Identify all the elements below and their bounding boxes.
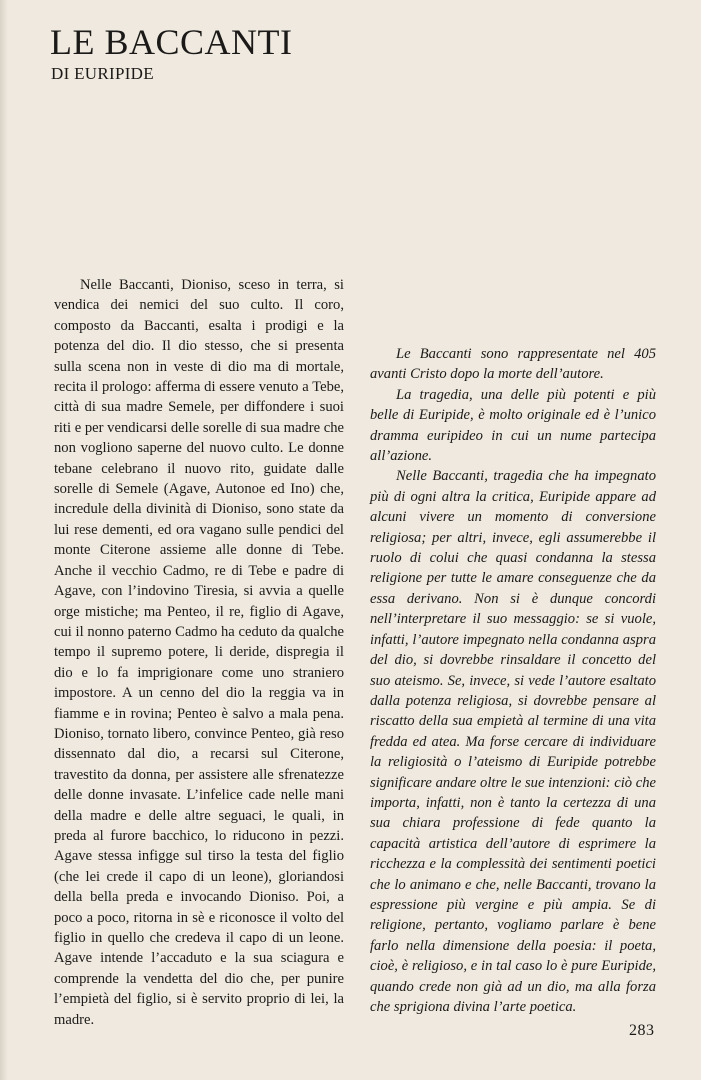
- page-number: 283: [629, 1022, 655, 1039]
- page-subtitle: DI EURIPIDE: [51, 64, 154, 83]
- commentary-paragraph-2: La tragedia, una delle più potenti e più belle di Euripide, è molto originale ed è l’unico dramma euripideo in cui un nume partecipa all’azione.: [370, 386, 656, 465]
- commentary-paragraph-3: Nelle Baccanti, tragedia che ha impegnato più di ogni altra la critica, Euripide appare ad alcuni vivere un momento di conversione religiosa; per altri, invece, egli assumerebbe il ruolo di colui che quasi condanna la stessa religione per tutte le amare conseguenze che da essa derivano. Non si è dunque concordi nell’interpretare il suo messaggio: se si vuole, infatti, l’autore impegnato nella condanna aspra del dio, si dovrebbe rinsaldare il concetto del suo ateismo. Se, invece, si vede l’autore esaltato dalla potenza religiosa, si dovrebbe pensare al riscatto della sua empietà al termine di una vita fredda ed atea. Ma forse cercare di individuare la religiosità o l’ateismo di Euripide potrebbe significare andare oltre le sue intenzioni: ciò che importa, infatti, non è tanto la certezza di una sua chiara professione di fede quanto la capacità artistica dell’autore di esprimere la ricchezza e la complessità dei sentimenti poetici che lo animano e che, nelle Baccanti, trovano la espressione più vergine e più ampia. Se di religione, pertanto, vogliamo parlare è bene farlo nella dimensione della poesia: il poeta, cioè, è religioso, e in tal caso lo è pure Euripide, quando crede non già ad un dio, ma alla forza che sprigiona divina l’arte poetica.: [370, 468, 656, 1015]
- summary-paragraph: Nelle Baccanti, Dioniso, sceso in terra, si vendica dei nemici del suo culto. Il coro, composto da Baccanti, esalta i prodigi e la potenza del dio. Il dio stesso, che si presenta sulla scena non in veste di dio ma di mortale, recita il prologo: afferma di essere venuto a Tebe, città di sua madre Semele, per diffondere i suoi riti e per vendicarsi delle sorelle di sua madre che non vogliono saperne del nuovo culto. Le donne tebane celebrano il nuovo rito, guidate dalle sorelle di Semele (Agave, Autonoe ed Ino) che, incredule della divinità di Dioniso, sono state da lui rese dementi, ed ora vagano sulle pendici del monte Citerone assieme alle donne di Tebe. Anche il vecchio Cadmo, re di Tebe e padre di Agave, con l’indovino Tiresia, si avvia a quelle orge mistiche; ma Penteo, il re, figlio di Agave, cui il nonno paterno Cadmo ha ceduto da qualche tempo il supremo potere, li deride, dispregia il dio e lo fa imprigionare come uno straniero impostore. A un cenno del dio la reggia va in fiamme e in rovina; Penteo è salvo a mala pena. Dioniso, tornato libero, convince Penteo, già reso dissennato dal dio, a recarsi sul Citerone, travestito da donna, per assistere alle sfrenatezze delle donne invasate. L’infelice cade nelle mani della madre e delle altre seguaci, le quali, in preda al furore bacchico, lo riducono in pezzi. Agave stessa infigge sul tirso la testa del figlio (che lei crede il capo di un leone), gloriandosi della bella preda e invocando Dioniso. Poi, a poco a poco, ritorna in sè e riconosce il volto del figlio in quello che credeva il capo di un leone. Agave intende l’accaduto e la sua sciagura e comprende la vendetta del dio che, per punire l’empietà del figlio, si è servito proprio di lei, la madre.: [54, 277, 344, 1028]
- summary-column: [54, 275, 344, 1030]
- commentary-paragraph-1: Le Baccanti sono rappresentate nel 405 avanti Cristo dopo la morte dell’autore.: [370, 346, 656, 383]
- page-title: LE BACCANTI: [50, 22, 293, 62]
- page-edge: [0, 0, 8, 1080]
- commentary-column: [370, 344, 656, 1017]
